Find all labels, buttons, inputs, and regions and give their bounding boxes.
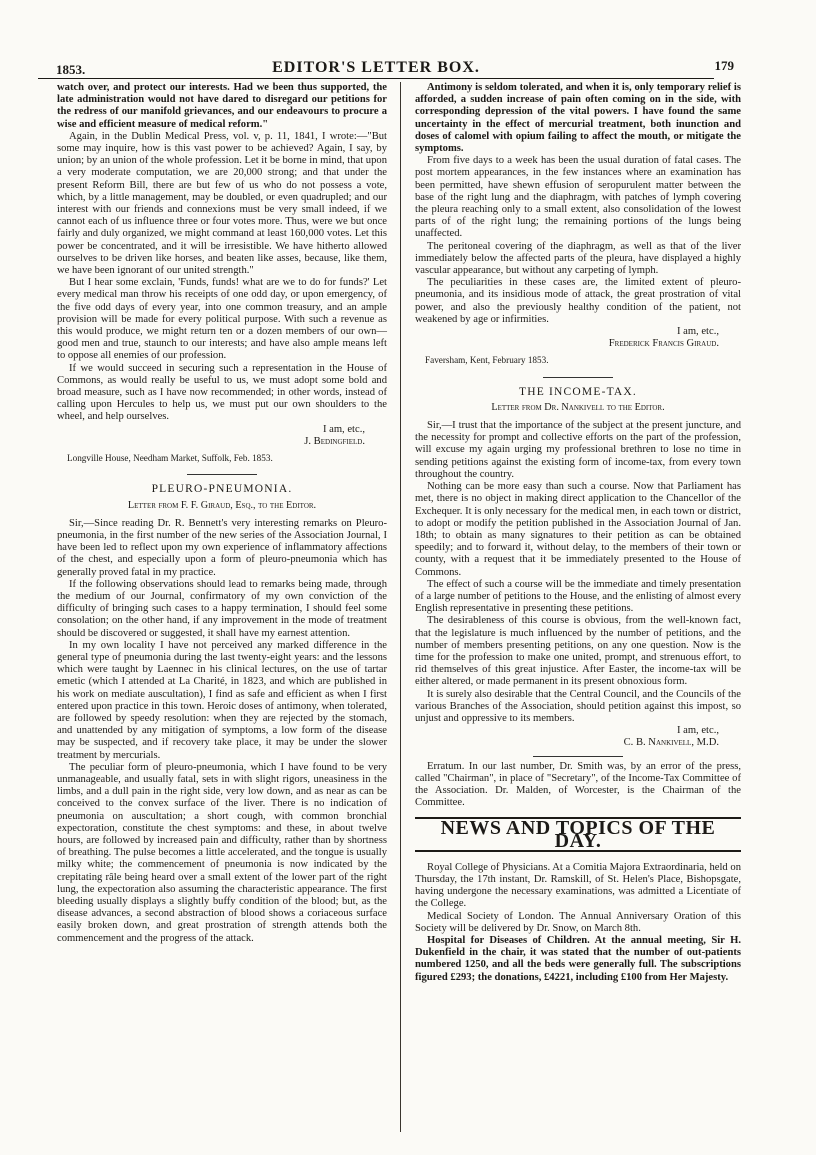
signature: Frederick Francis Giraud. [608, 338, 719, 350]
paragraph: Nothing can be more easy than such a course. Now that Parliament has met, there is no object in making direct application to the Chancellor of the Exchequer. It is only necessary for the medical men, in each town or district, to adopt or modify the petition published in the Association Journal of Jan. 18th; to obtain as many signatures to their petition as can be obtained speedily; and to forward it, without delay, to the members of their town or county, with a request that it be immediately presented to the House of Commons. [415, 481, 741, 578]
article-subtitle: Letter from Dr. Nankivell to the Editor. [491, 401, 665, 413]
right-column [415, 82, 741, 984]
erratum: Erratum. In our last number, Dr. Smith was, by an error of the press, called "Chairman", in place of "Secretary", of the Income-Tax Committee of the Association. Dr. Malden, of Worcester, is the Chairman of the Committee. [415, 760, 741, 809]
paragraph: The peculiarities in these cases are, the limited extent of pleuro-pneumonia, and its insidious mode of attack, the great prostration of vital power, and also the previously healthy condition of the patient, not weakened by age or infirmities. [415, 277, 741, 325]
paragraph: Again, in the Dublin Medical Press, vol. v, p. 11, 1841, I wrote:—"But some may inquire, how is this vast power to be achieved? Again, I say, by union; by an union of the whole profession. Let it be borne in mind, that upon a very moderate computation, we are 20,000 strong; and that under the present Reform Bill, there are but few of us who do not possess a vote, which, by a little management, may be doubled, or even quadrupled; and our interest with our friends and connexions must be very small indeed, if we cannot each of us influence three or four votes more. Thus, were we but once fairly and duly organized, we might command at least 160,000 votes. Let this power be concentrated, and it will be irresistible. We have hitherto allowed ourselves to be driven like horses, and beaten like asses, because, like them, we have been ignorant of our united strength." [57, 130, 387, 277]
paragraph: The peculiar form of pleuro-pneumonia, which I have found to be very unmanageable, and usually fatal, sets in with slight rigors, uneasiness in the limbs, and a dull pain in the right side, very low down, and as near as can be conceived to the convex surface of the liver. There is no indication of pneumonia on auscultation; a short cough, with common bronchial expectoration, constitute the chest symptoms: and these, in about twelve hours, are followed by increased pain and difficulty, rather than by shortness of breathing. The pulse becomes a little accelerated, and the tongue is usually milky white; the commencement of pneumonia is now indicated by the crepitating râle being heard over a small extent of the lower part of the right lung, the expectoration also assuming the characteristic appearance. The first bleeding usually displays a slightly buffy condition of the blood; but, as the disease advances, a second abstraction of blood shows a coriaceous surface easily broken down, and great prostration of strength attends both the commencement and the progress of the attack. [57, 761, 387, 944]
signoff: I am, etc., [676, 326, 719, 338]
signature: J. Bedingfield. [304, 435, 365, 447]
section-rule [187, 474, 257, 475]
paragraph: If the following observations should lead to remarks being made, through the medium of our Journal, confirmatory of my own conviction of the difficulty of bringing such cases to a happy termination, I should feel some consolation; on the other hand, if any improvement in the mode of treatment should be discovered or suggested, it shall have my earnest attention. [57, 578, 387, 639]
page-header [38, 56, 734, 79]
paragraph: In my own locality I have not perceived any marked difference in the general type of pneumonia during the last twenty-eight years: and the lessons which were taught by Laennec in his clinical lectures, on the use of tartar emetic (which I attended at La Charité, in 1823, and which are published in his work on mediate auscultation), I find as safe and efficient as when I first entered upon practice in this town. Heroic doses of antimony, when tolerated, are followed by speedy resolution: when they are rejected by the stomach, and unattended by any mitigation of symptoms, a low form of the disease may be suspected, and if recovery take place, it may be under the slower treatment by mercurials. [57, 639, 387, 761]
paragraph: Sir,—Since reading Dr. R. Bennett's very interesting remarks on Pleuro-pneumonia, in the first number of the new series of the Association Journal, I have been led to reflect upon my own experience of inflammatory affections of the chest, and especially upon a form of pleuro-pneumonia which has generally proved fatal in my practice. [57, 517, 387, 578]
news-item: Medical Society of London. The Annual Anniversary Oration of this Society will be delivered by Dr. Snow, on March 8th. [415, 910, 741, 934]
paragraph: From five days to a week has been the usual duration of fatal cases. The post mortem appearances, in the few instances where an examination has been permitted, have shewn effusion of seropurulent matter between the base of the right lung and the diaphragm, with patches of lymph covering the pleura reaching only to a small extent, also consolidation of the lowest parts of of the right lung; the remaining portions of the lungs being unaffected. [415, 155, 741, 240]
paragraph: Sir,—I trust that the importance of the subject at the present juncture, and the necessity for prompt and collective efforts on the part of the profession, will excuse my again urging my professional brethren to lose no time in sending petitions against the existing form of income-tax, from every town throughout the country. [415, 420, 741, 480]
news-item: Royal College of Physicians. At a Comitia Majora Extraordinaria, held on Thursday, the 17th instant, Dr. Ramskill, of St. Helen's Place, Bishopsgate, having undergone the necessary examinations, was admitted a Licentiate of the College. [415, 861, 741, 910]
article-title: THE INCOME-TAX. [518, 385, 637, 398]
news-heading: NEWS AND TOPICS OF THE DAY. [415, 817, 741, 851]
header-year: 1853. [56, 62, 86, 77]
header-title: EDITOR'S LETTER BOX. [272, 59, 480, 76]
paragraph: watch over, and protect our interests. Had we been thus supported, the late administration would not have dared to disregard our petitions for the redress of our manifold grievances, and our endeavours to procure a wise and efficient measure of medical reform." [57, 82, 387, 130]
address: Longville House, Needham Market, Suffolk, Feb. 1853. [67, 453, 273, 464]
paragraph: The effect of such a course will be the immediate and timely presentation of a large number of petitions to the House, and the enlisting of almost every English representative in presenting these petitions. [415, 578, 741, 615]
signoff: I am, etc., [676, 725, 719, 737]
paragraph: If we would succeed in securing such a representation in the House of Commons, as would really be useful to us, we must adopt some bold and broad measure, such as I have now recommended; in other words, instead of calling upon Hercules to help us, we must put our own shoulders to the wheel, and help ourselves. [57, 362, 387, 423]
paragraph: The peritoneal covering of the diaphragm, as well as that of the liver immediately below the affected parts of the pleura, have displayed a highly vascular appearance, but without any carpeting of lymph. [415, 240, 741, 277]
header-page-number: 179 [714, 58, 734, 73]
paragraph: Antimony is seldom tolerated, and when it is, only temporary relief is afforded, a sudden increase of pain often coming on in the side, with corresponding depression of the vital powers. I have found the same uncertainty in the effect of mercurial treatment, both inunction and doses of calomel with opium failing to affect the mouth, or mitigate the symptoms. [415, 82, 741, 155]
article-subtitle: Letter from F. F. Giraud, Esq., to the Editor. [127, 499, 317, 511]
section-rule [543, 377, 613, 378]
paragraph: The desirableness of this course is obvious, from the well-known fact, that the legislature is much influenced by the number of petitions, and the number of members presenting petitions, on any one question. Now is the time for the profession to make one united, prompt, and strenuous effort, to rid themselves of this great injustice. After Easter, the income-tax will be either altered, or made permanent in its present obnoxious form. [415, 615, 741, 688]
paragraph: But I hear some exclain, 'Funds, funds! what are we to do for funds?' Let every medical man throw his receipts of one odd day, or upon emergency, of the five odd days of every year, into one common treasury, and an ample provision will be made for every political purpose. With such a revenue as this would produce, we might return ten or a dozen members of our own—good men and true, staunch to our interests; and have also ample means left to oppose all enemies of our profession. [57, 277, 387, 362]
section-rule [533, 756, 623, 757]
news-item: Hospital for Diseases of Children. At the annual meeting, Sir H. Dukenfield in the chair, it was stated that the number of out-patients numbered 1250, and all the beds were generally full. The subscriptions figured £293; the donations, £4221, including £100 from Her Majesty. [415, 935, 741, 983]
signature: C. B. Nankivell, M.D. [623, 737, 719, 749]
signoff: I am, etc., [322, 423, 365, 435]
left-column [57, 82, 387, 945]
article-title: PLEURO-PNEUMONIA. [151, 483, 293, 496]
paragraph: It is surely also desirable that the Central Council, and the Councils of the various Branches of the Association, should petition against this impost, so unjust and oppressive to its members. [415, 688, 741, 724]
address: Faversham, Kent, February 1853. [425, 355, 549, 366]
column-divider [400, 82, 401, 1132]
